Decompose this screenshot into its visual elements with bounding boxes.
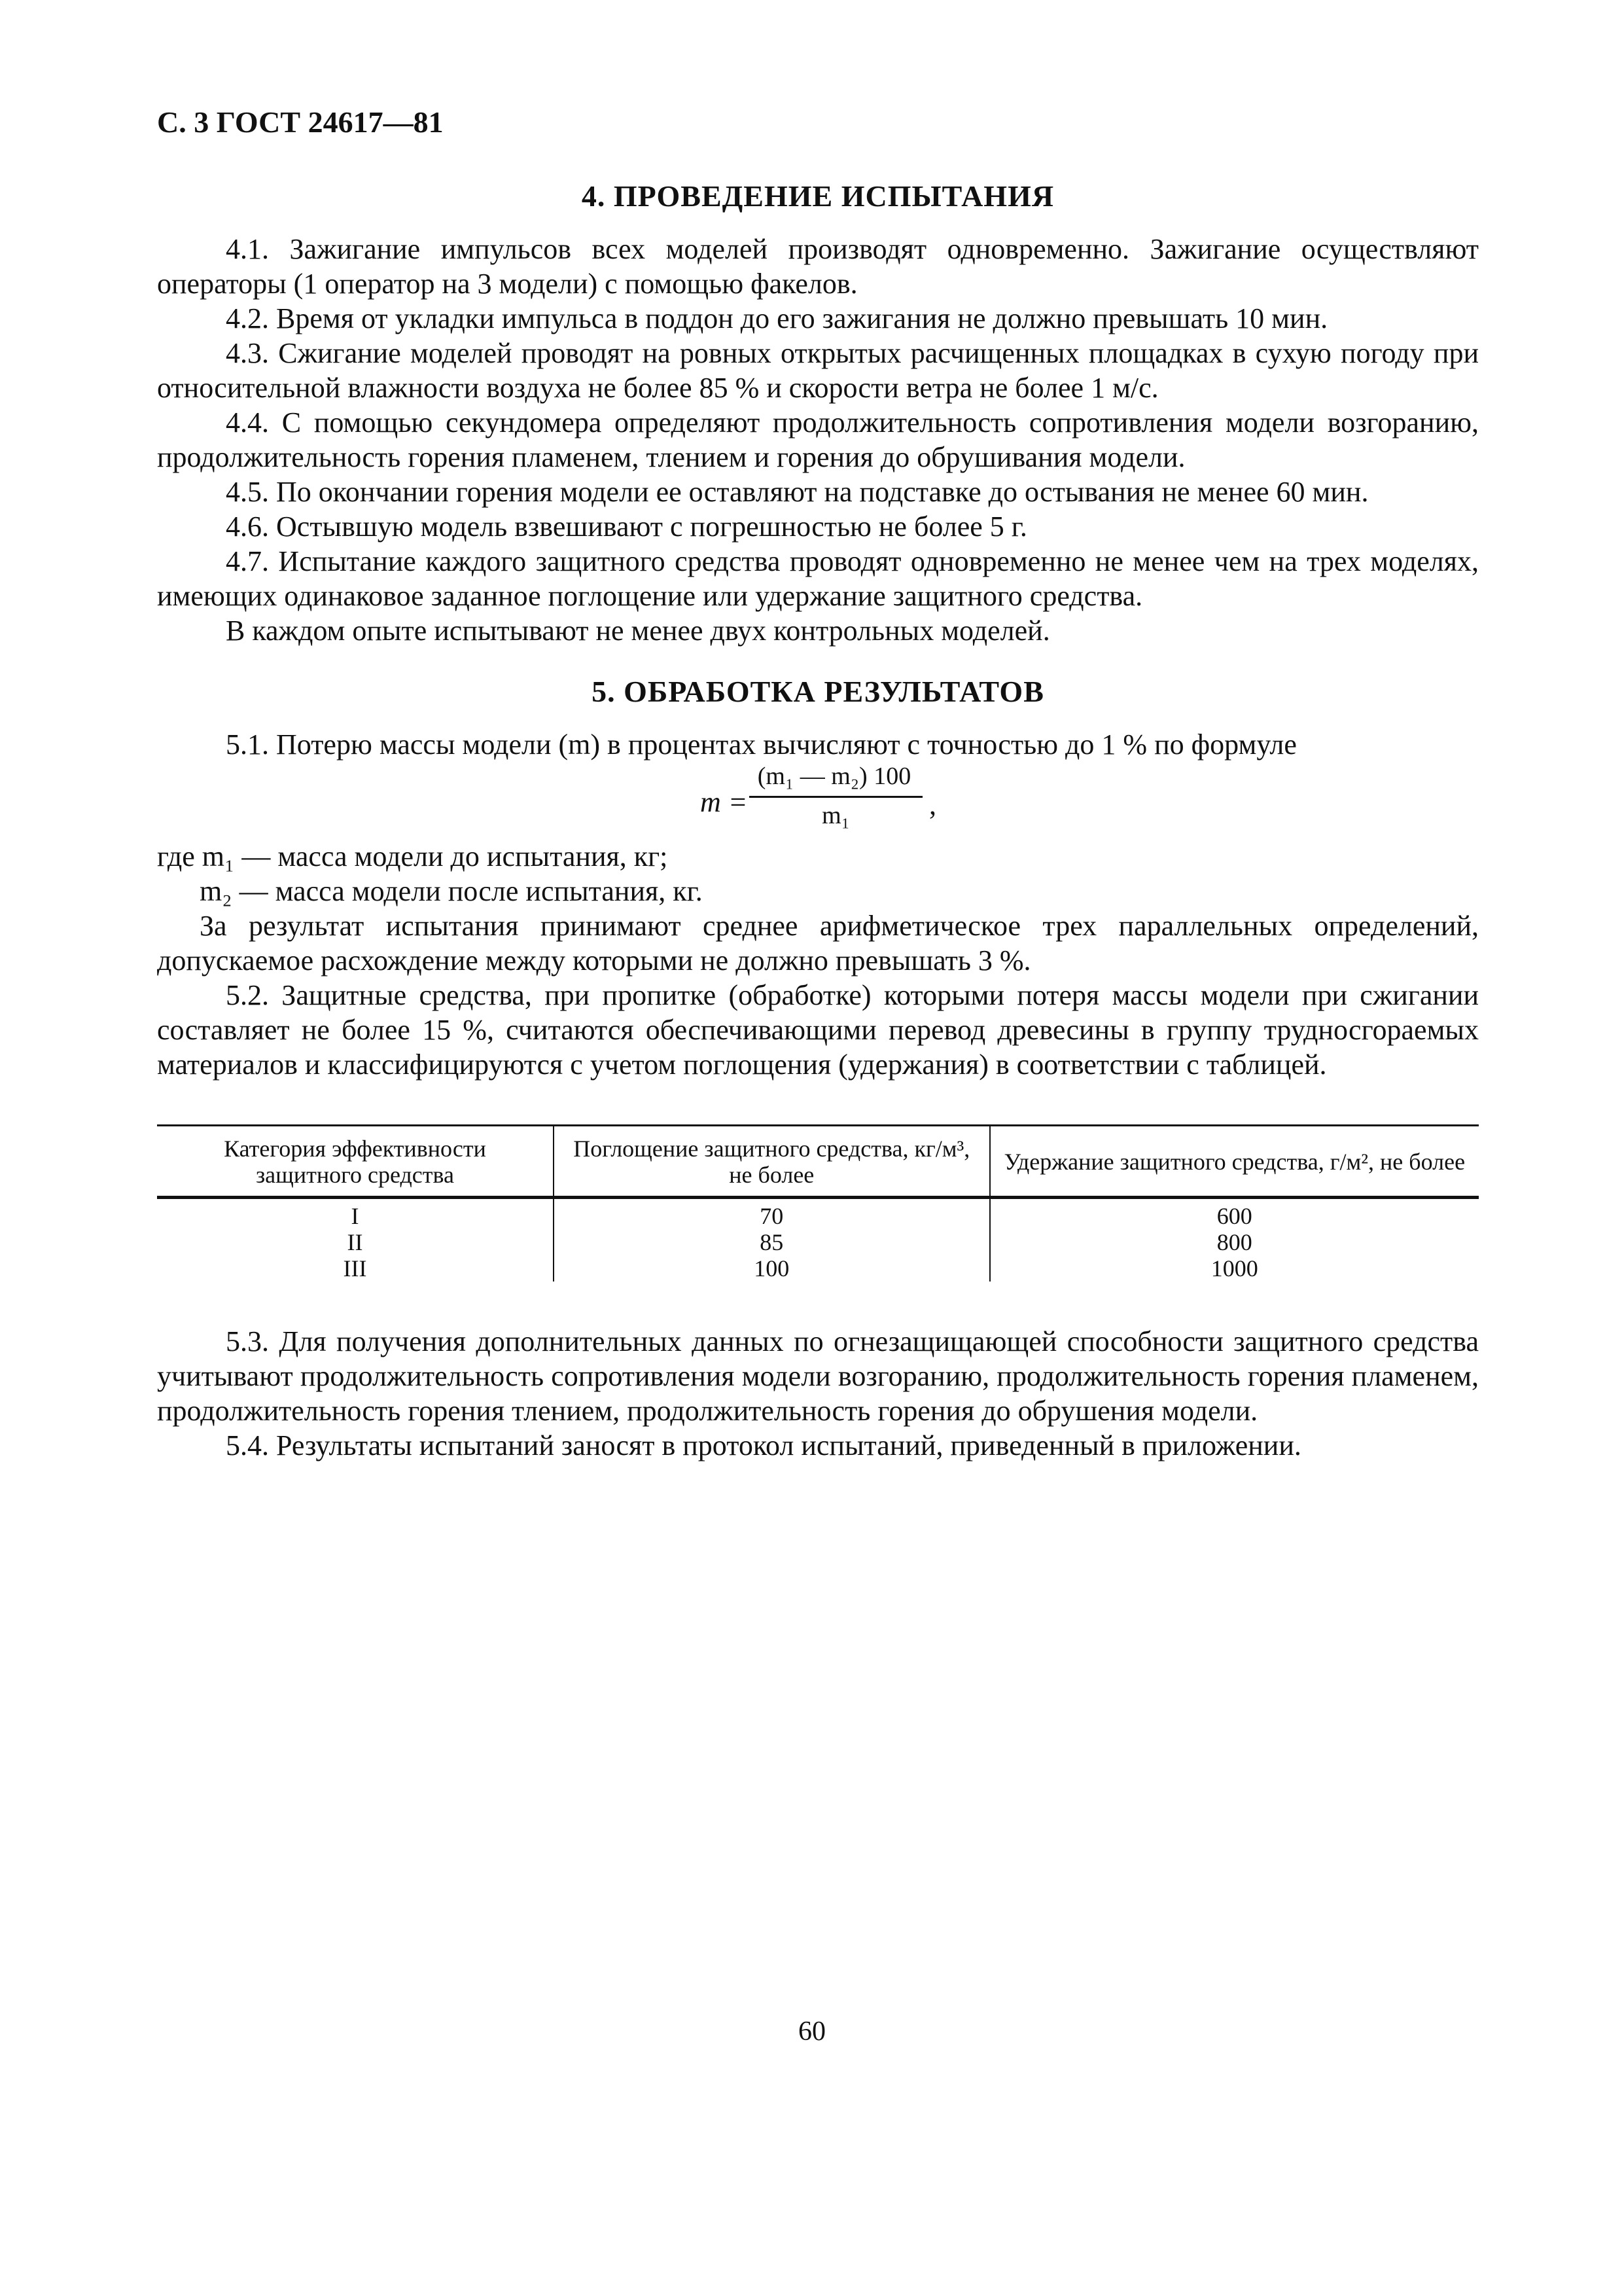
cell-absorption: 85 <box>554 1229 990 1255</box>
cell-absorption: 100 <box>554 1255 990 1281</box>
cell-category: II <box>347 1229 363 1255</box>
paragraph-4-7-note: В каждом опыте испытывают не менее двух контрольных моделей. <box>226 615 1050 647</box>
cell-retention: 800 <box>990 1229 1479 1255</box>
paragraph-5-2: 5.2. Защитные средства, при пропитке (обработке) которыми потеря массы модели при сжигании составляет не более 15 %, считаются обеспечивающими перевод древесины в группу трудносгораемых материалов и классифицируются с учетом поглощения (удержания) в соответствии с таблицей. <box>157 979 1479 1081</box>
classification-table <box>157 1124 1479 1281</box>
table-row <box>157 1229 1479 1255</box>
paragraph-4-3: 4.3. Сжигание моделей проводят на ровных открытых расчищенных площадках в сухую погоду при относительной влажности воздуха не более 85 % и скорости ветра не более 1 м/с. <box>157 337 1479 404</box>
cell-retention: 1000 <box>990 1255 1479 1281</box>
section-4-title: 4. ПРОВЕДЕНИЕ ИСПЫТАНИЯ <box>581 179 1055 213</box>
formula-numerator: (m₁ — m₂) 100 <box>757 762 911 790</box>
paragraph-4-2: 4.2. Время от укладки импульса в поддон до его зажигания не должно превышать 10 мин. <box>226 302 1328 334</box>
section-5-title: 5. ОБРАБОТКА РЕЗУЛЬТАТОВ <box>591 675 1044 708</box>
formula-lhs: m = <box>700 786 748 818</box>
paragraph-5-3: 5.3. Для получения дополнительных данных по огнезащищающей способности защитного средства учитывают продолжительность сопротивления модели возгоранию, продолжительность горения пламенем, продолжительность горения тлением, продолжительность горения до обрушения модели. <box>157 1325 1479 1427</box>
formula-comma: , <box>929 789 936 821</box>
table-header-row <box>157 1126 1479 1198</box>
formula-denominator: m₁ <box>822 802 850 829</box>
paragraph-4-4: 4.4. С помощью секундомера определяют продолжительность сопротивления модели возгоранию, продолжительность горения пламенем, тлением и горения до обрушивания модели. <box>157 406 1479 473</box>
page-header: С. 3 ГОСТ 24617—81 <box>157 105 444 139</box>
table-row <box>157 1255 1479 1281</box>
col-header-retention: Удержание защитного средства, г/м², не более <box>990 1126 1479 1198</box>
page-number: 60 <box>798 2016 826 2047</box>
document-page <box>157 105 1479 1463</box>
paragraph-5-4: 5.4. Результаты испытаний заносят в протокол испытаний, приведенный в приложении. <box>226 1429 1301 1461</box>
paragraph-4-6: 4.6. Остывшую модель взвешивают с погрешностью не более 5 г. <box>226 511 1027 543</box>
paragraph-5-1: 5.1. Потерю массы модели (m) в процентах вычисляют с точностью до 1 % по формуле <box>226 728 1297 761</box>
mass-loss-formula <box>157 762 1479 839</box>
col-header-category: Категория эффективности защитного средства <box>157 1126 554 1198</box>
cell-absorption: 70 <box>554 1198 990 1230</box>
paragraph-4-7: 4.7. Испытание каждого защитного средства проводят одновременно не менее чем на трех моделях, имеющих одинаковое заданное поглощение или удержание защитного средства. <box>157 545 1479 612</box>
legend-m1: где m₁ — масса модели до испытания, кг; <box>157 840 668 872</box>
paragraph-4-1: 4.1. Зажигание импульсов всех моделей производят одновременно. Зажигание осуществляют операторы (1 оператор на 3 модели) с помощью факелов. <box>157 233 1479 300</box>
fraction-bar <box>749 796 923 798</box>
paragraph-4-5: 4.5. По окончании горения модели ее оставляют на подставке до остывания не менее 60 мин. <box>226 476 1369 508</box>
cell-category: III <box>343 1255 367 1281</box>
cell-category: I <box>351 1203 359 1229</box>
col-header-absorption: Поглощение защитного средства, кг/м³, не более <box>554 1126 990 1198</box>
table-row <box>157 1198 1479 1230</box>
formula-legend <box>157 839 1479 908</box>
cell-retention: 600 <box>990 1198 1479 1230</box>
paragraph-5-1-result: За результат испытания принимают среднее арифметическое трех параллельных определений, допускаемое расхождение между которыми не должно превышать 3 %. <box>157 910 1479 977</box>
legend-m2: m₂ — масса модели после испытания, кг. <box>200 875 703 907</box>
